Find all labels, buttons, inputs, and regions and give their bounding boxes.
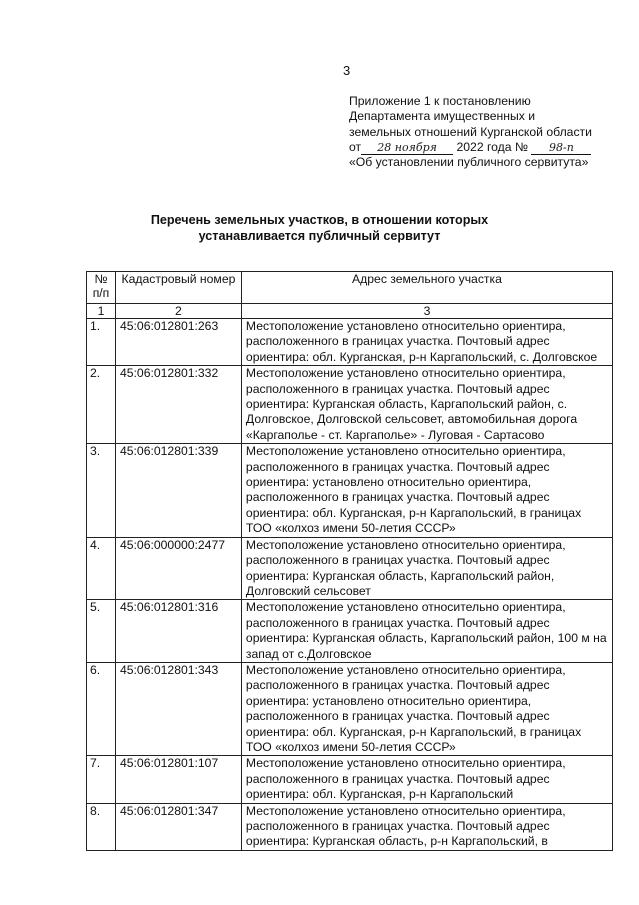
title-line-1: Перечень земельных участков, в отношении которых [150, 213, 489, 227]
row-number: 2. [87, 366, 116, 444]
index-cell: 1 [87, 304, 116, 319]
appendix-line-3: земельных отношений Курганской области [349, 124, 592, 139]
plot-address: Местоположение установлено относительно ориентира, расположенного в границах участка. Почтовый адрес ориентира: Курганская область, р-н Каргапольский, в [241, 803, 612, 850]
cadastral-number: 45:06:012801:316 [115, 600, 241, 663]
cadastral-number: 45:06:012801:343 [115, 662, 241, 755]
plot-address: Местоположение установлено относительно ориентира, расположенного в границах участка. Почтовый адрес ориентира: установлено относительно ориентира, расположенного в границах участка. Почтовый адрес ориентира: обл. Курганская, р-н Каргапольский, в границах ТОО «колхоз имени 50-летия СССР» [241, 444, 612, 537]
appendix-line-5: «Об установлении публичного сервитута» [349, 155, 589, 170]
table-row [87, 600, 613, 663]
table-index-row [87, 304, 613, 319]
title-line-2: устанавливается публичный сервитут [198, 228, 441, 243]
table-row [87, 537, 613, 600]
row-number: 1. [87, 319, 116, 366]
row-number: 5. [87, 600, 116, 663]
table-row [87, 319, 613, 366]
plot-address: Местоположение установлено относительно ориентира, расположенного в границах участка. Почтовый адрес ориентира: обл. Курганская, р-н Каргапольский, с. Долговское [241, 319, 612, 366]
cadastral-number: 45:06:012801:263 [115, 319, 241, 366]
year-label: 2022 года № [456, 139, 529, 154]
row-number: 8. [87, 803, 116, 850]
handwritten-date: 28 ноября [361, 141, 453, 155]
header-cadastral: Кадастровый номер [115, 272, 241, 304]
table-row [87, 803, 613, 850]
table-row [87, 756, 613, 803]
cadastral-number: 45:06:012801:107 [115, 756, 241, 803]
handwritten-number: 98-п [531, 141, 591, 155]
appendix-line-2: Департамента имущественных и [349, 109, 536, 124]
index-cell: 3 [241, 304, 612, 319]
cadastral-number: 45:06:012801:339 [115, 444, 241, 537]
plot-address: Местоположение установлено относительно ориентира, расположенного в границах участка. Почтовый адрес ориентира: установлено относительно ориентира, расположенного в границах участка. Почтовый адрес ориентира: обл. Курганская, р-н Каргапольский, в границах ТОО «колхоз имени 50-летия СССР» [241, 662, 612, 755]
appendix-line-1: Приложение 1 к постановлению [349, 94, 531, 108]
document-title [0, 213, 639, 244]
table-row [87, 444, 613, 537]
table-header-row [87, 272, 613, 304]
table-row [87, 366, 613, 444]
index-cell: 2 [115, 304, 241, 319]
appendix-header [349, 94, 634, 170]
row-number: 3. [87, 444, 116, 537]
table-row [87, 662, 613, 755]
row-number: 6. [87, 662, 116, 755]
row-number: 7. [87, 756, 116, 803]
plot-address: Местоположение установлено относительно ориентира, расположенного в границах участка. Почтовый адрес ориентира: Курганская область, Каргапольский район, 100 м на запад от с.Долговское [241, 600, 612, 663]
appendix-line-4 [349, 140, 634, 155]
plot-address: Местоположение установлено относительно ориентира, расположенного в границах участка. Почтовый адрес ориентира: Курганская область, Каргапольский район, Долговский сельсовет [241, 537, 612, 600]
cadastral-number: 45:06:012801:332 [115, 366, 241, 444]
page-number: 3 [343, 63, 351, 78]
plot-address: Местоположение установлено относительно ориентира, расположенного в границах участка. Почтовый адрес ориентира: обл. Курганская, р-н Каргапольский [241, 756, 612, 803]
plot-address: Местоположение установлено относительно ориентира, расположенного в границах участка. Почтовый адрес ориентира: Курганская область, Каргапольский район, с. Долговское, Долговской сельсовет, автомобильная дорога «Каргаполье - ст. Каргаполье» - Луговая - Сартасово [241, 366, 612, 444]
header-address: Адрес земельного участка [241, 272, 612, 304]
cadastral-number: 45:06:000000:2477 [115, 537, 241, 600]
land-plots-table [86, 271, 613, 851]
cadastral-number: 45:06:012801:347 [115, 803, 241, 850]
from-label: от [349, 139, 362, 154]
row-number: 4. [87, 537, 116, 600]
header-number: № п/п [87, 272, 116, 304]
